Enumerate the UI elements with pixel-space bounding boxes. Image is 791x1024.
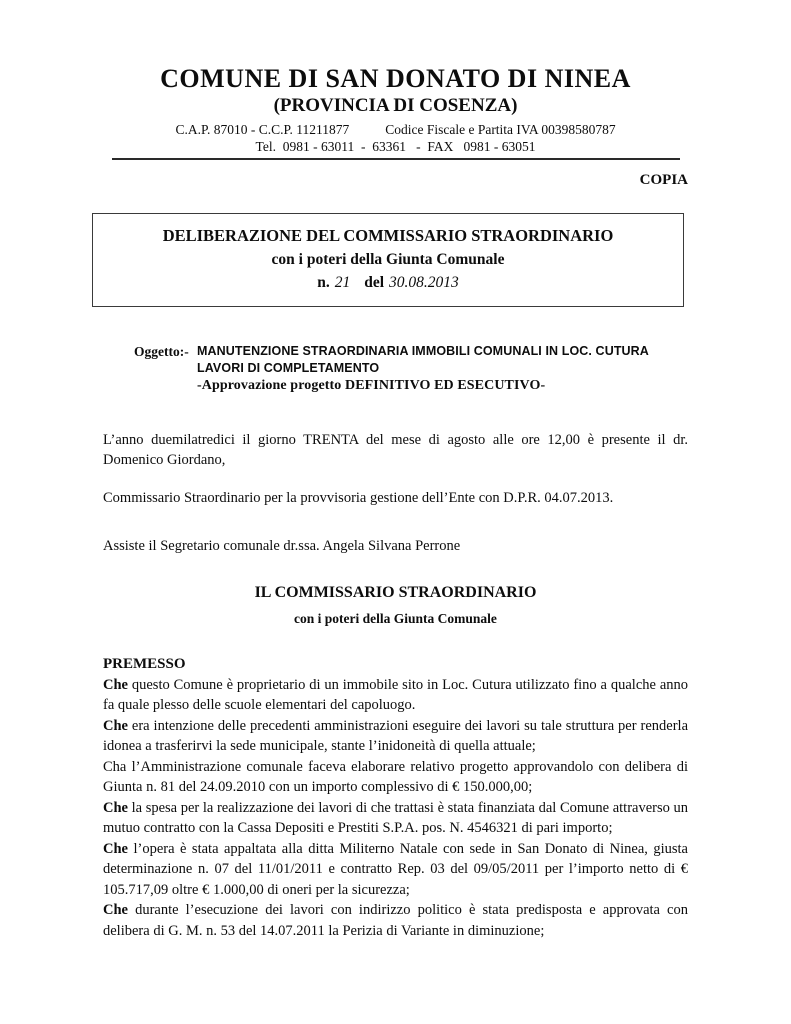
deliberation-subtitle: con i poteri della Giunta Comunale — [271, 251, 505, 269]
subject-block — [134, 343, 688, 394]
premesso-item-lead: Che — [103, 799, 128, 816]
phone-fax-info: Tel. 0981 - 63011 - 63361 - FAX 0981 - 63051 — [255, 139, 536, 155]
subject-line-2: LAVORI DI COMPLETAMENTO — [197, 360, 380, 375]
premesso-item-lead: Che — [103, 840, 128, 857]
intro-paragraph-secretary: Assiste il Segretario comunale dr.ssa. Angela Silvana Perrone — [103, 538, 461, 555]
intro-paragraph-session: L’anno duemilatredici il giorno TRENTA del mese di agosto alle ore 12,00 è presente il dr. Domenico Giordano, — [103, 431, 688, 469]
fiscal-code-info: Codice Fiscale e Partita IVA 00398580787 — [385, 122, 616, 137]
deliberation-box — [92, 213, 684, 307]
premesso-item-text: la spesa per la realizzazione dei lavori di che trattasi è stata finanziata dal Comune attraverso un mutuo contratto con la Cassa Depositi e Prestiti S.P.A. pos. N. 4546321 di pari importo; — [103, 799, 688, 837]
header-divider — [112, 158, 680, 160]
premesso-item-lead: Che — [103, 902, 128, 919]
premesso-item — [103, 675, 688, 716]
subject-line-3: -Approvazione progetto DEFINITIVO ED ESECUTIVO- — [197, 377, 546, 393]
document-header — [103, 64, 688, 160]
premesso-item-text: durante l’esecuzione dei lavori con indirizzo politico è stata predisposta e approvata con delibera di G. M. n. 53 del 14.07.2011 la Perizia di Variante in diminuzione; — [103, 902, 688, 939]
premesso-section — [103, 654, 688, 941]
date-label: del — [364, 274, 385, 292]
deliberation-date: 30.08.2013 — [389, 274, 459, 292]
premesso-title: PREMESSO — [103, 656, 186, 673]
premesso-item-text: l’opera è stata appaltata alla ditta Militerno Natale con sede in San Donato di Ninea, giusta determinazione n. 07 del 11/01/2011 e contratto Rep. 03 del 09/05/2011 per l’importo netto di € 105.717,09 oltre € 1.000,00 di oneri per la sicurezza; — [103, 840, 688, 898]
cap-ccp-info: C.A.P. 87010 - C.C.P. 11211877 — [175, 122, 350, 137]
premesso-item-lead: Che — [103, 676, 128, 693]
heading-line-2: con i poteri della Giunta Comunale — [294, 611, 497, 627]
deliberation-title: DELIBERAZIONE DEL COMMISSARIO STRAORDINARIO — [162, 226, 614, 246]
subject-content — [197, 343, 649, 394]
deliberation-number-date — [103, 274, 673, 292]
premesso-item — [103, 798, 688, 839]
premesso-item — [103, 716, 688, 757]
premesso-item — [103, 757, 688, 798]
premesso-item — [103, 839, 688, 901]
premesso-item-text: questo Comune è proprietario di un immobile sito in Loc. Cutura utilizzato fino a qualche anno fa quale plesso delle scuole elementari del capoluogo. — [103, 676, 689, 714]
copy-label: COPIA — [639, 172, 688, 189]
contact-line-1 — [103, 122, 688, 138]
premesso-item — [103, 900, 688, 941]
municipality-name: COMUNE DI SAN DONATO DI NINEA — [160, 64, 631, 93]
subject-label: Oggetto:- — [134, 343, 189, 359]
premesso-item-text: Cha l’Amministrazione comunale faceva elaborare relativo progetto approvandolo con delibera di Giunta n. 81 del 24.09.2010 con un importo complessivo di € 150.000,00; — [103, 758, 688, 796]
subject-line-1: MANUTENZIONE STRAORDINARIA IMMOBILI COMUNALI IN LOC. CUTURA — [197, 343, 649, 358]
premesso-item-lead: Che — [103, 717, 128, 734]
province-name: (PROVINCIA DI COSENZA) — [273, 95, 518, 117]
premesso-item-text: era intenzione delle precedenti amministrazioni eseguire dei lavori su tale struttura per renderla idonea a trasferirvi la sede municipale, stante l’inidoneità di quella attuale; — [103, 717, 689, 755]
deliberation-number: 21 — [334, 274, 351, 292]
intro-paragraph-commissioner: Commissario Straordinario per la provvisoria gestione dell’Ente con D.P.R. 04.07.2013. — [103, 489, 614, 506]
heading-line-1: IL COMMISSARIO STRAORDINARIO — [254, 583, 537, 601]
number-label: n. — [317, 274, 330, 292]
commissioner-heading — [103, 583, 688, 627]
